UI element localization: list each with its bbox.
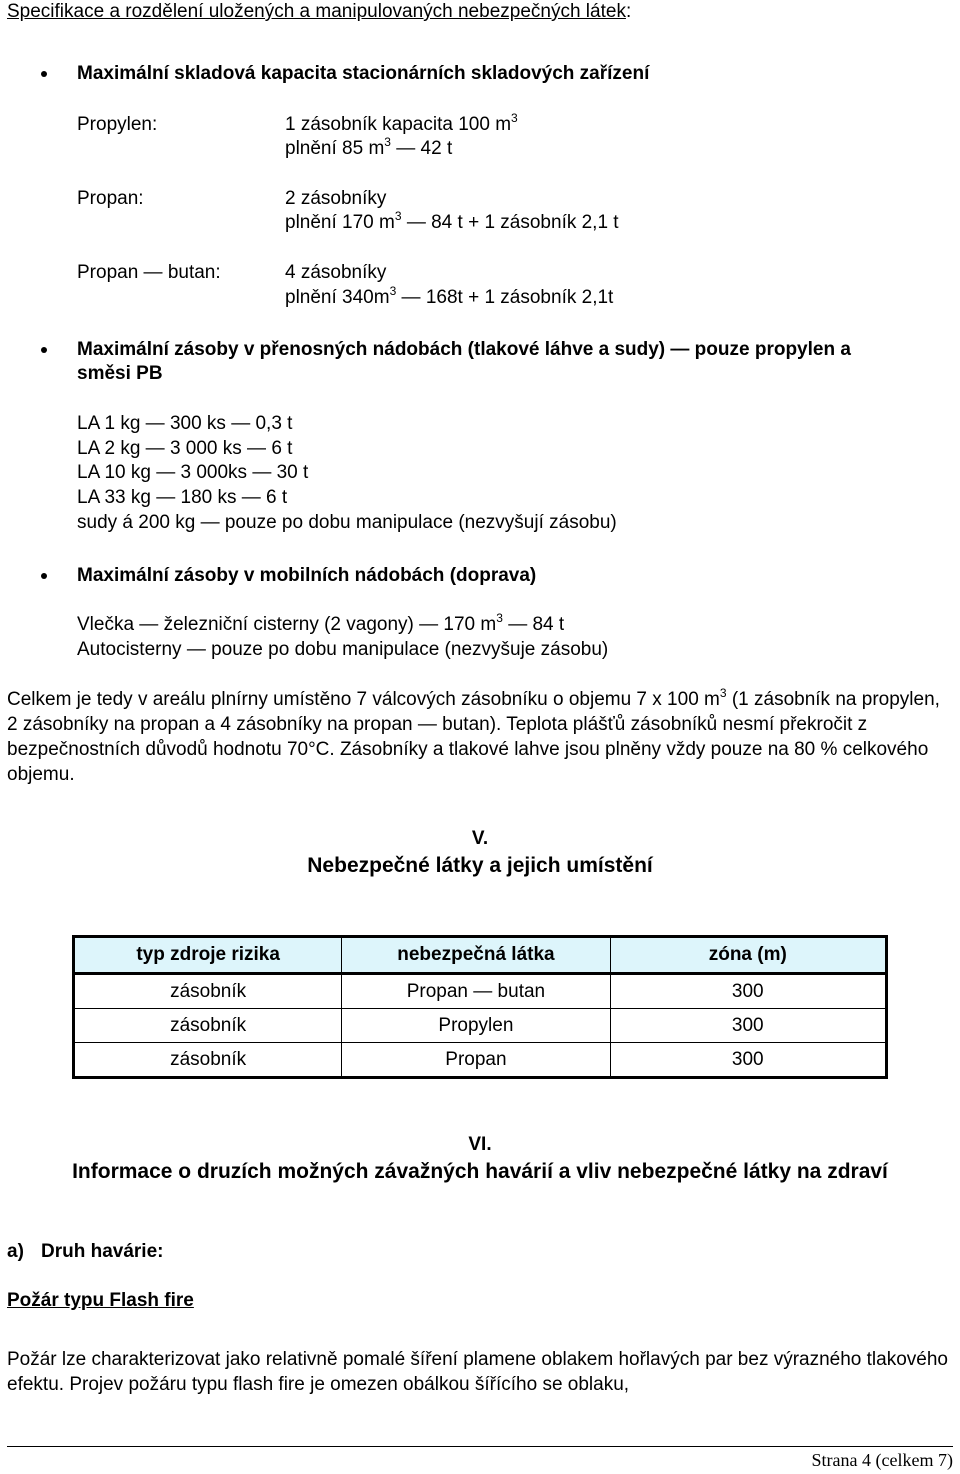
fire-description: Požár lze charakterizovat jako relativně pomalé šíření plamene oblakem hořlavých par bez výrazného tlakového efektu. Projev požáru typu flash fire je omezen obálkou šířícího se oblaku,: [7, 1349, 948, 1395]
row-line2: plnění 85 $m^3$ — 42 t: [285, 135, 453, 159]
table-header: zóna (m): [610, 937, 886, 974]
row-line1: 4 zásobníky: [285, 262, 387, 283]
row-label: Propylen:: [77, 114, 158, 135]
hazard-table: [72, 935, 888, 1079]
table-cell: zásobník: [74, 974, 342, 1009]
row-line1: 1 zásobník kapacita 100 $m^3$: [285, 111, 518, 135]
portable-line: LA 33 kg — 180 ks — 6 t: [77, 487, 288, 508]
row-line1: 2 zásobníky: [285, 188, 387, 209]
page-footer: Strana 4 (celkem 7): [811, 1450, 953, 1470]
portable-line: LA 10 kg — 3 000ks — 30 t: [77, 462, 309, 483]
table-cell: 300: [610, 1009, 886, 1043]
table-row: [74, 1043, 887, 1078]
fire-type-title: Požár typu Flash fire: [7, 1290, 194, 1311]
table-cell: Propan: [342, 1043, 610, 1078]
row-label: Propan:: [77, 188, 144, 209]
bullet-icon: [41, 71, 47, 77]
table-cell: zásobník: [74, 1043, 342, 1078]
subsection-label: a): [7, 1241, 24, 1262]
section-number: VI.: [468, 1134, 492, 1155]
table-cell: Propan — butan: [342, 974, 610, 1009]
mobile-line-trucks: Autocisterny — pouze po dobu manipulace (nezvyšuje zásobu): [77, 639, 609, 660]
table-header: typ zdroje rizika: [74, 937, 342, 974]
header-text: Specifikace a rozdělení uložených a manipulovaných nebezpečných látek: [7, 1, 626, 22]
table-row: [74, 1009, 887, 1043]
portable-line: sudy á 200 kg — pouze po dobu manipulace (nezvyšují zásobu): [77, 512, 617, 533]
table-header: nebezpečná látka: [342, 937, 610, 974]
footer-divider: [7, 1446, 953, 1447]
portable-line: LA 2 kg — 3 000 ks — 6 t: [77, 438, 293, 459]
section-title: Informace o druzích možných závažných havárií a vliv nebezpečné látky na zdraví: [72, 1160, 888, 1183]
row-line2: plnění 170 $m^3$ — 84 t + 1 zásobník 2,1 t: [285, 209, 619, 233]
table-header-row: [74, 937, 887, 974]
row-label: Propan — butan:: [77, 262, 221, 283]
table-cell: 300: [610, 974, 886, 1009]
bullet-icon: [41, 573, 47, 579]
table-cell: 300: [610, 1043, 886, 1078]
bullet-icon: [41, 347, 47, 353]
table-row: [74, 974, 887, 1009]
section-title-mobile: Maximální zásoby v mobilních nádobách (doprava): [77, 565, 537, 586]
table-cell: zásobník: [74, 1009, 342, 1043]
summary-paragraph: Celkem je tedy v areálu plnírny umístěno 7 válcových zásobníku o objemu 7 x 100 $m^3$ (1 zásobník na propylen, 2 zásobníky na propan a 4 zásobníky na propan — butan). Teplota plášťů zásobníků nesmí překročit z bezpečnostních důvodů hodnotu 70°C. Zásobníky a tlakové lahve jsou plněny vždy pouze na 80 % celkového objemu.: [7, 686, 940, 785]
mobile-line-rail: Vlečka — železniční cisterny (2 vagony) — 170 $m^3$ — 84 t: [77, 611, 565, 635]
row-line2: plnění $340m^3$ — 168t + 1 zásobník 2,1t: [285, 284, 614, 308]
section-title: Nebezpečné látky a jejich umístění: [307, 854, 653, 877]
table-cell: Propylen: [342, 1009, 610, 1043]
page-header: [7, 0, 631, 24]
section-title-portable-line1: Maximální zásoby v přenosných nádobách (tlakové láhve a sudy) — pouze propylen a: [77, 339, 851, 360]
section-number: V.: [471, 828, 489, 849]
section-title-capacity: Maximální skladová kapacita stacionárních skladových zařízení: [77, 63, 650, 84]
header-colon: :: [625, 1, 632, 22]
subsection-title: Druh havárie:: [41, 1241, 164, 1262]
portable-line: LA 1 kg — 300 ks — 0,3 t: [77, 413, 293, 434]
section-title-portable-line2: směsi PB: [77, 363, 163, 384]
